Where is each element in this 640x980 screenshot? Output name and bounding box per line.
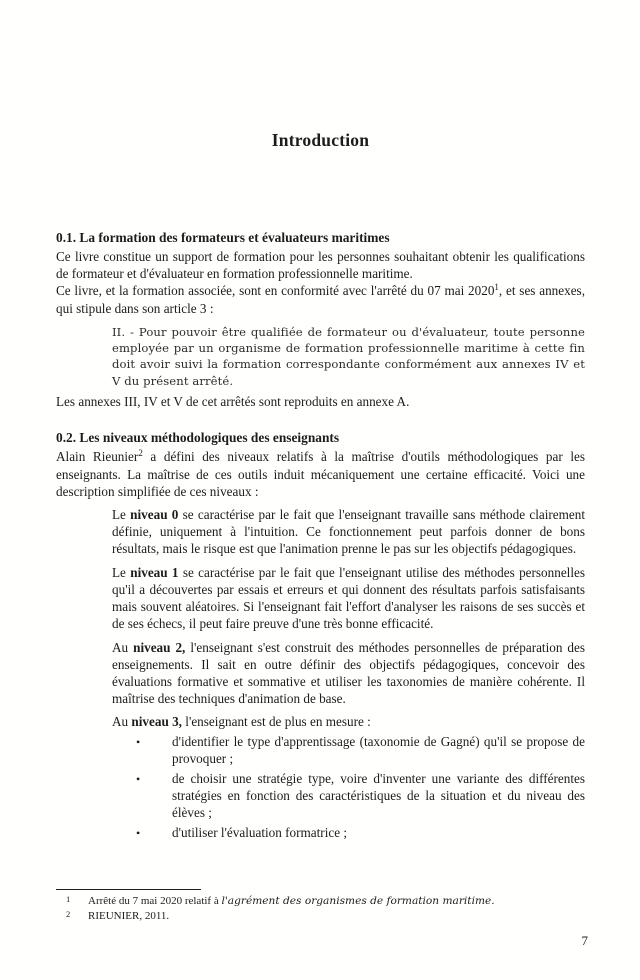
text-run: Le <box>112 507 131 523</box>
text-run: niveau 2, <box>133 639 186 655</box>
text-run: niveau 3, <box>131 714 182 730</box>
bullet-item <box>112 734 585 768</box>
text-run: l'agrément des organismes de formation maritime. <box>221 895 495 907</box>
text-run: niveau 0 <box>130 507 179 523</box>
bullet-list <box>56 734 585 841</box>
text-run: Ce livre, et la formation associée, sont en conformité avec l'arrêté du 07 mai 2020 <box>56 282 495 298</box>
bullet-icon: • <box>136 772 141 787</box>
text-column <box>56 0 585 842</box>
text-run: 1 <box>494 282 499 293</box>
text-run: Au <box>112 639 134 655</box>
text-run: RIEUNIER, 2011. <box>88 909 170 922</box>
paragraph: Ce livre constitue un support de formation pour les personnes souhaitant obtenir les qualifications de formateur et d'évaluateur en formation professionnelle maritime. <box>56 249 585 281</box>
text-run: Arrêté du 7 mai 2020 relatif à <box>88 895 222 907</box>
text-run: l'enseignant s'est construit des méthodes personnelles de préparation des enseignements. Il sait en outre définir des objectifs pédagogiques, concevoir des évaluations formative et sommative et utiliser les taxonomies de manière cohérente. Il maîtrise des techniques d'animation de base. <box>112 639 586 706</box>
paragraph <box>56 449 585 501</box>
footnotes-block <box>56 889 585 924</box>
text-run: l'enseignant est de plus en mesure : <box>181 714 371 730</box>
paragraph-level-1 <box>112 565 585 633</box>
page-number: 7 <box>581 933 588 948</box>
text-run: 2 <box>138 448 143 459</box>
text-run: , et ses annexes, qui stipule dans son article 3 : <box>56 282 585 316</box>
bullet-text: d'utiliser l'évaluation formatrice ; <box>172 824 348 840</box>
bullet-icon: • <box>136 735 141 750</box>
block-quote-article-3: II. - Pour pouvoir être qualifiée de formateur ou d'évaluateur, toute personne employée par un organisme de formation professionnelle maritime à cette fin doit avoir suivi la formation correspondante conformément aux annexes IV et V du présent arrêté. <box>112 324 585 388</box>
footnote-text <box>88 894 585 909</box>
footnote-item <box>56 894 585 909</box>
bullet-icon: • <box>136 825 141 840</box>
section-heading-0-2: 0.2. Les niveaux méthodologiques des enseignants <box>56 429 340 445</box>
footnote-text <box>88 909 585 924</box>
bullet-item <box>112 771 585 822</box>
footnote-item <box>56 909 585 924</box>
paragraph-level-3 <box>112 714 585 731</box>
footnote-marker: 2 <box>66 908 71 919</box>
footnote-separator <box>56 889 201 890</box>
text-run: Au <box>112 714 132 730</box>
footnote-marker: 1 <box>66 894 71 904</box>
text-run: niveau 1 <box>130 565 179 581</box>
bullet-text: de choisir une stratégie type, voire d'inventer une variante des différentes stratégies en fonction des caractéristiques de la situation et du niveau des élèves ; <box>172 771 585 820</box>
paragraph-level-2 <box>112 640 585 708</box>
bullet-text: d'identifier le type d'apprentissage (taxonomie de Gagné) qu'il se propose de provoquer ; <box>172 734 585 767</box>
bullet-item <box>112 825 585 842</box>
section-heading-0-1: 0.1. La formation des formateurs et évaluateurs maritimes <box>56 230 390 245</box>
text-run: Le <box>112 565 131 581</box>
paragraph <box>56 283 585 318</box>
text-run: se caractérise par le fait que l'enseignant utilise des méthodes personnelles qu'il a découvertes par essais et erreurs et qui donnent des résultats parfois satisfaisants mais souvent aléatoires. Si l'enseignant fait l'effort d'analyser les raisons de ses succès et de ses échecs, il peut faire preuve d'une très bonne efficacité. <box>112 565 585 631</box>
text-run: Alain Rieunier <box>56 448 139 464</box>
paragraph-level-0 <box>112 507 585 558</box>
page-title: Introduction <box>271 130 370 150</box>
paragraph: Les annexes III, IV et V de cet arrêtés sont reproduits en annexe A. <box>56 393 410 409</box>
text-run: a défini des niveaux relatifs à la maîtrise d'outils méthodologiques par les enseignants. La maîtrise de ces outils induit mécaniquement une certaine efficacité. Voici une description simplifiée de ces niveaux : <box>56 448 585 499</box>
text-run: se caractérise par le fait que l'enseignant travaille sans méthode clairement définie, uniquement à l'intuition. Ce fonctionnement peut parfois donner de bons résultats, mais le risque est que l'animation prenne le pas sur les objectifs pédagogiques. <box>112 507 585 557</box>
